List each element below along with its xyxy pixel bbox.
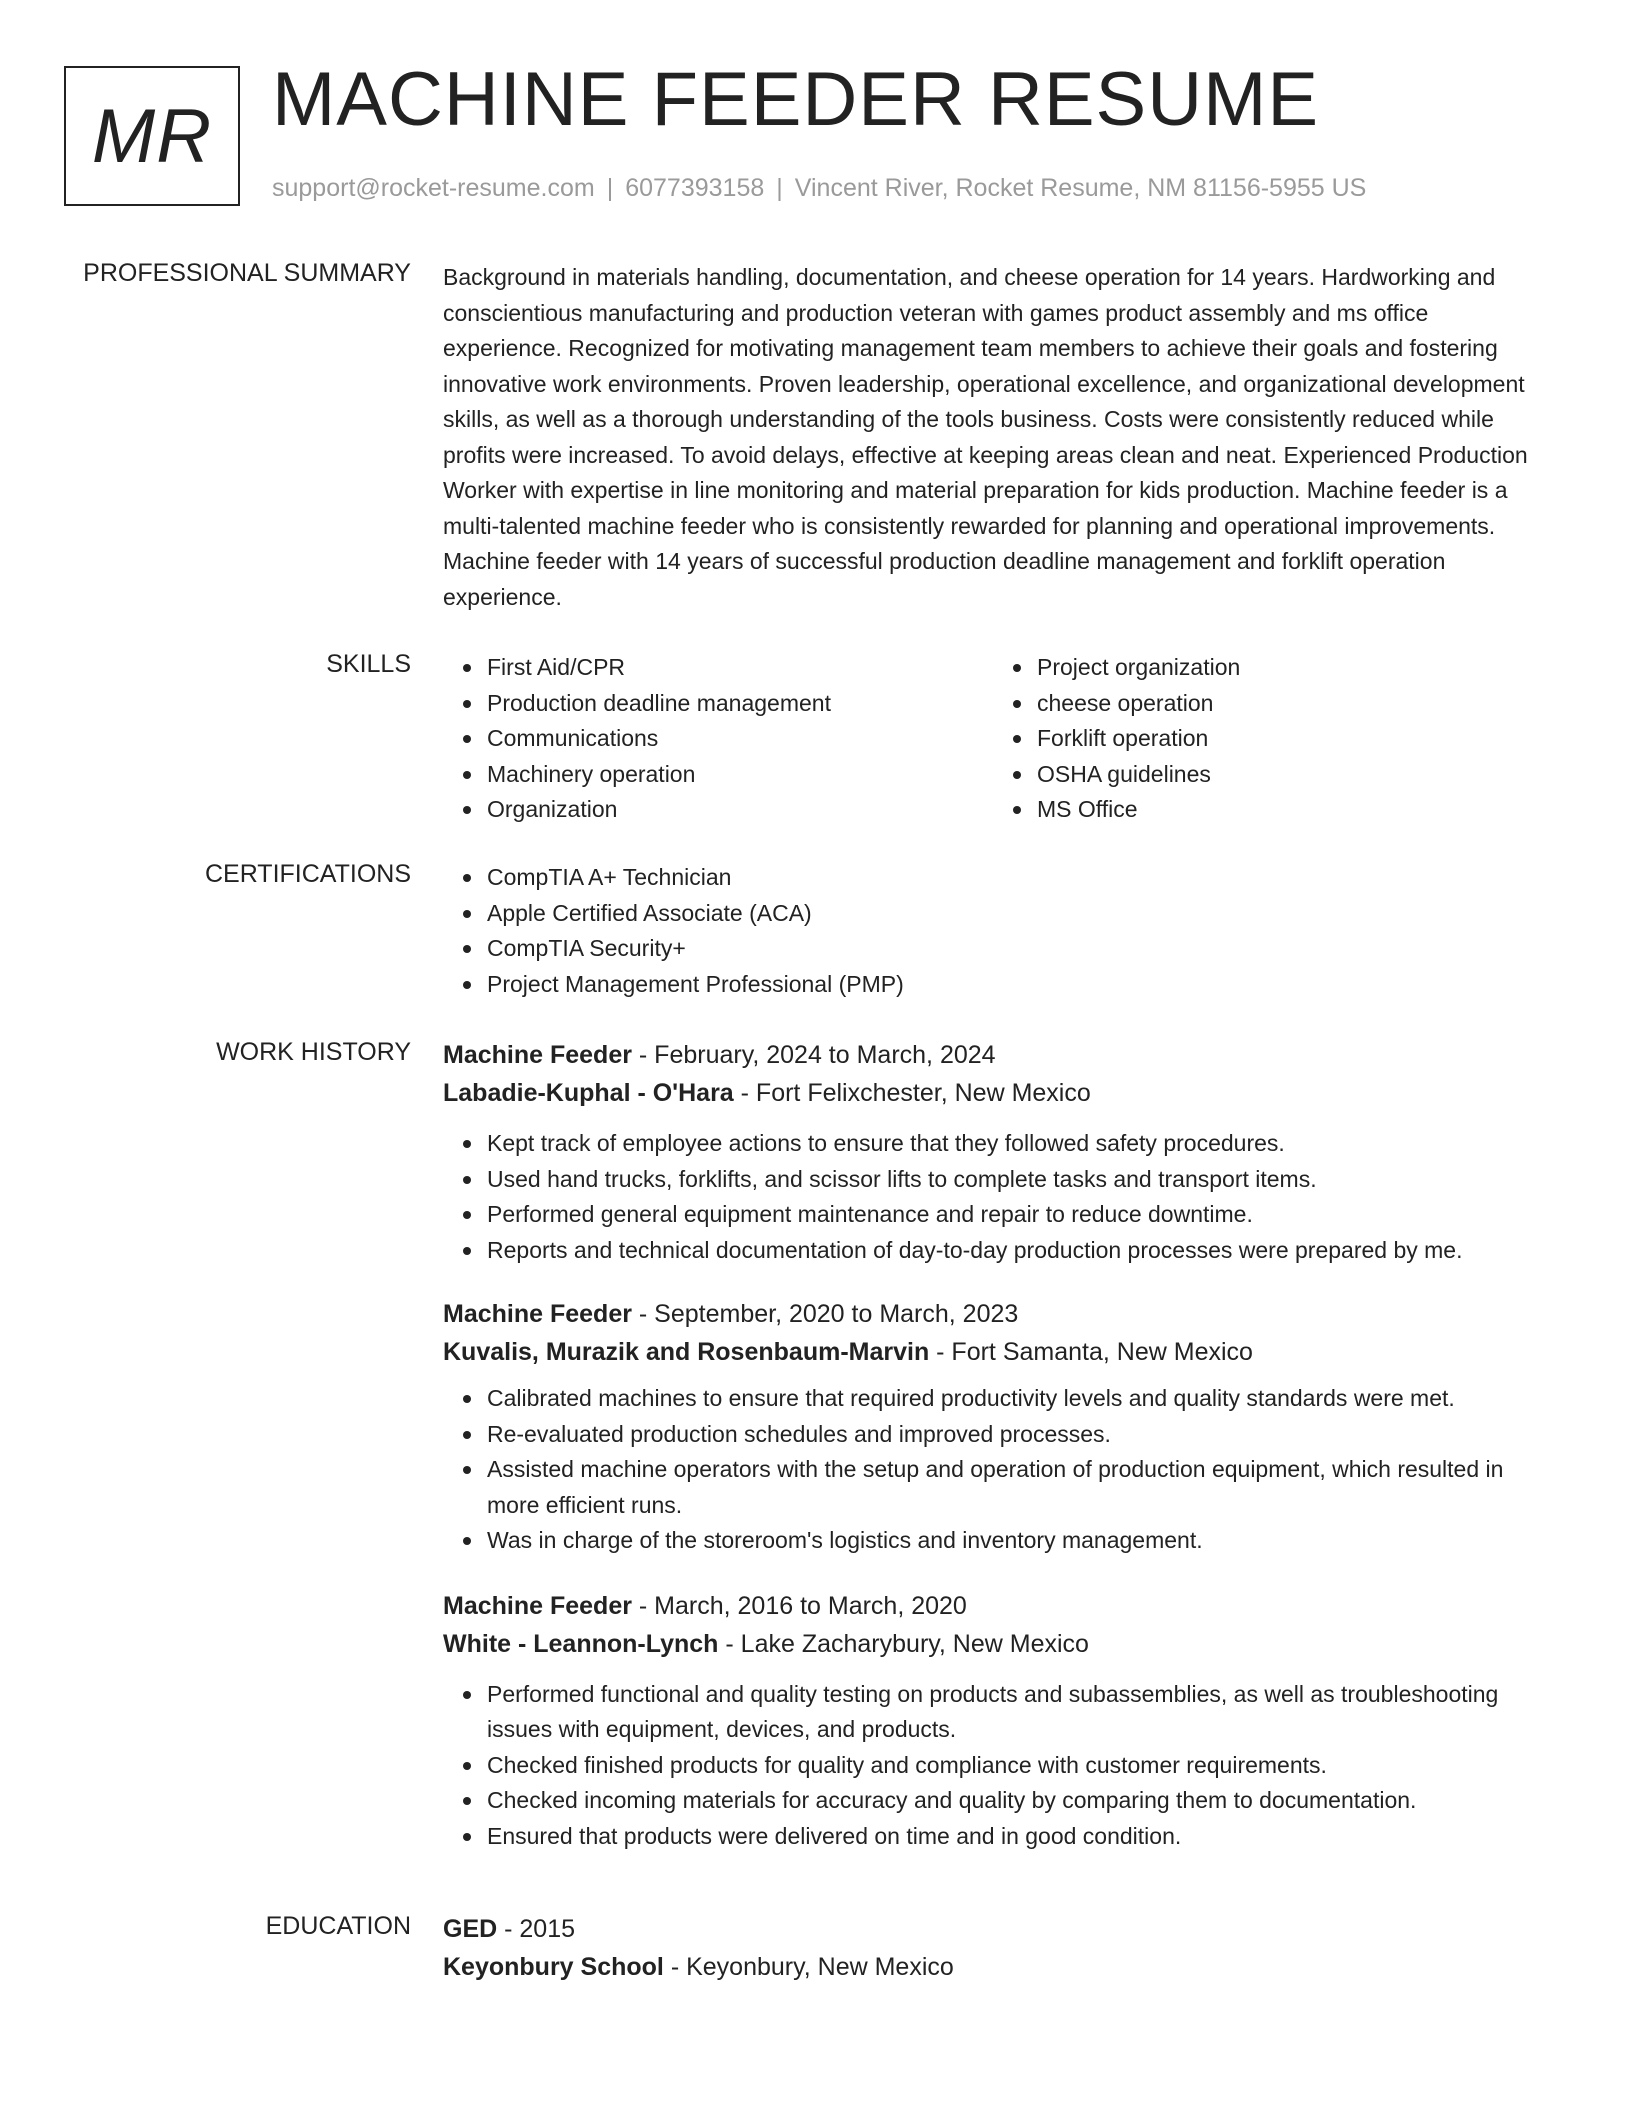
contact-address: Vincent River, Rocket Resume, NM 81156-5955 US <box>794 174 1367 202</box>
job-bullet: Calibrated machines to ensure that required productivity levels and quality standards were met. <box>487 1381 1543 1417</box>
job-dates: - September, 2020 to March, 2023 <box>631 1300 1019 1328</box>
job-title-line <box>443 1587 1543 1625</box>
education-location: - Keyonbury, New Mexico <box>663 1953 954 1981</box>
work-history-content <box>443 1036 1543 1854</box>
job-title-line <box>443 1036 1543 1074</box>
summary-text: Background in materials handling, documentation, and cheese operation for 14 years. Hardworking and conscientious manufacturing and production veteran with games product assembly and ms office experience. Recognized for motivating management team members to achieve their goals and fostering innovative work environments. Proven leadership, operational excellence, and organizational development skills, as well as a thorough understanding of the tools business. Costs were consistently reduced while profits were increased. To avoid delays, effective at keeping areas clean and neat. Experienced Production Worker with expertise in line monitoring and material preparation for kids production. Machine feeder is a multi-talented machine feeder who is consistently rewarded for planning and operational improvements. Machine feeder with 14 years of successful production deadline management and forklift operation experience. <box>443 264 1528 610</box>
contact-line <box>272 174 1366 203</box>
skill-item: Forklift operation <box>1037 721 1543 757</box>
job-location: - Lake Zacharybury, New Mexico <box>718 1629 1089 1658</box>
section-label-certifications: CERTIFICATIONS <box>204 860 411 888</box>
certifications-content <box>443 860 1543 1002</box>
skill-item: Organization <box>487 792 993 828</box>
job-title-line <box>443 1295 1543 1333</box>
education-degree-line <box>443 1910 1543 1948</box>
job-company: White - Leannon-Lynch <box>443 1629 719 1658</box>
section-label-work-history: WORK HISTORY <box>216 1038 411 1066</box>
resume-title: MACHINE FEEDER RESUME <box>272 57 1320 142</box>
job-company-line <box>443 1625 1543 1663</box>
job-bullet: Checked finished products for quality and compliance with customer requirements. <box>487 1748 1543 1784</box>
job-company: Labadie-Kuphal - O'Hara <box>443 1079 734 1107</box>
monogram-logo: MR <box>64 66 240 206</box>
job-bullet: Was in charge of the storeroom's logistics and inventory management. <box>487 1523 1543 1559</box>
job-dates: - February, 2024 to March, 2024 <box>631 1041 996 1069</box>
job-title: Machine Feeder <box>443 1591 632 1620</box>
job-company-line <box>443 1333 1543 1371</box>
separator: | <box>606 174 614 202</box>
skill-item: Communications <box>487 721 993 757</box>
contact-phone[interactable]: 6077393158 <box>625 174 765 202</box>
job-bullet: Reports and technical documentation of day-to-day production processes were prepared by me. <box>487 1233 1543 1269</box>
section-label-skills: SKILLS <box>326 650 411 678</box>
job-entry <box>443 1587 1543 1855</box>
job-title: Machine Feeder <box>443 1300 632 1328</box>
certification-item: CompTIA Security+ <box>487 931 1543 967</box>
job-bullet: Performed functional and quality testing on products and subassemblies, as well as troubleshooting issues with equipment, devices, and products. <box>487 1677 1543 1748</box>
job-bullet: Used hand trucks, forklifts, and scissor lifts to complete tasks and transport items. <box>487 1162 1543 1198</box>
section-label-education: EDUCATION <box>265 1912 411 1940</box>
skills-list-right <box>993 650 1543 828</box>
job-bullets <box>443 1677 1543 1855</box>
skills-list-left <box>443 650 993 828</box>
job-location: - Fort Samanta, New Mexico <box>929 1338 1253 1366</box>
job-company: Kuvalis, Murazik and Rosenbaum-Marvin <box>443 1338 930 1366</box>
skill-item: cheese operation <box>1037 686 1543 722</box>
job-location: - Fort Felixchester, New Mexico <box>733 1079 1091 1107</box>
job-company-line <box>443 1074 1543 1112</box>
education-school-line <box>443 1948 1543 1986</box>
certifications-list <box>443 860 1543 1002</box>
education-school: Keyonbury School <box>443 1953 664 1981</box>
certification-item: CompTIA A+ Technician <box>487 860 1543 896</box>
education-degree: GED <box>443 1915 498 1943</box>
certification-item: Apple Certified Associate (ACA) <box>487 896 1543 932</box>
separator: | <box>776 174 783 202</box>
job-bullet: Checked incoming materials for accuracy and quality by comparing them to documentation. <box>487 1783 1543 1819</box>
summary-content <box>443 260 1543 615</box>
contact-email[interactable]: support@rocket-resume.com <box>272 174 595 202</box>
job-entry <box>443 1295 1543 1559</box>
skill-item: MS Office <box>1037 792 1543 828</box>
skills-content <box>443 650 1543 828</box>
education-content <box>443 1910 1543 1986</box>
job-bullet: Kept track of employee actions to ensure that they followed safety procedures. <box>487 1126 1543 1162</box>
job-bullet: Ensured that products were delivered on time and in good condition. <box>487 1819 1543 1855</box>
section-label-summary: PROFESSIONAL SUMMARY <box>83 259 411 287</box>
skill-item: Production deadline management <box>487 686 993 722</box>
certification-item: Project Management Professional (PMP) <box>487 967 1543 1003</box>
job-bullet: Performed general equipment maintenance and repair to reduce downtime. <box>487 1197 1543 1233</box>
skill-item: First Aid/CPR <box>487 650 993 686</box>
job-bullet: Assisted machine operators with the setup and operation of production equipment, which resulted in more efficient runs. <box>487 1452 1543 1523</box>
job-title: Machine Feeder <box>443 1041 632 1069</box>
skill-item: Project organization <box>1037 650 1543 686</box>
job-entry <box>443 1036 1543 1268</box>
job-dates: - March, 2016 to March, 2020 <box>631 1591 967 1620</box>
education-year: - 2015 <box>497 1915 576 1943</box>
job-bullets <box>443 1381 1543 1559</box>
skill-item: OSHA guidelines <box>1037 757 1543 793</box>
skill-item: Machinery operation <box>487 757 993 793</box>
job-bullets <box>443 1126 1543 1268</box>
job-bullet: Re-evaluated production schedules and improved processes. <box>487 1417 1543 1453</box>
